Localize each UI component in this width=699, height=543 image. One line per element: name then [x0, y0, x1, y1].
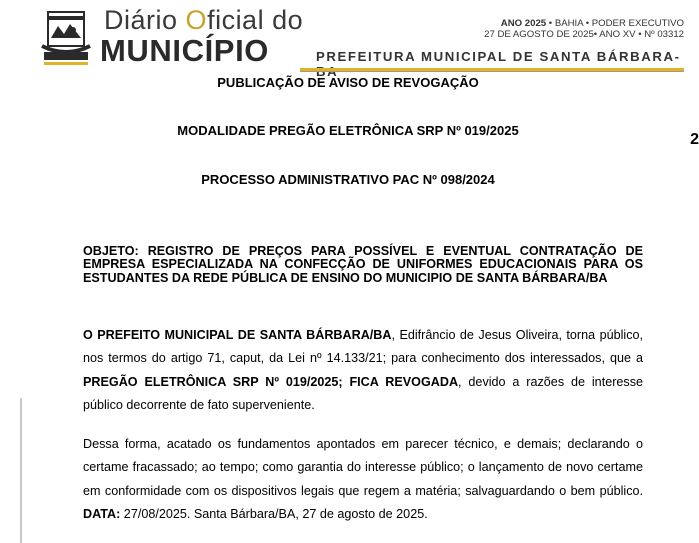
edition-year: ANO 2025: [500, 18, 547, 29]
conclusion-paragraph: [83, 433, 643, 527]
page-edge-mark: 2: [690, 131, 699, 148]
edition-meta: [484, 18, 684, 40]
objeto-paragraph: OBJETO: REGISTRO DE PREÇOS PARA POSSÍVEL E EVENTUAL CONTRATAÇÃO DE EMPRESA ESPECIALIZADA NA CONFECÇÃO DE UNIFORMES EDUCACIONAIS PARA OS ESTUDANTES DA REDE PÚBLICA DE ENSINO DO MUNICIPIO DE SANTA BÁRBARA/BA: [83, 244, 643, 285]
brand-municipio: MUNICÍPIO: [100, 33, 270, 68]
date-label: DATA:: [83, 507, 121, 522]
brand-accent-o: O: [185, 5, 208, 35]
revocation-paragraph: [83, 324, 643, 418]
date-place: 27/08/2025. Santa Bárbara/BA, 27 de agosto de 2025.: [120, 507, 428, 522]
municipal-crest-icon: [38, 8, 94, 68]
processo-line: PROCESSO ADMINISTRATIVO PAC Nº 098/2024: [201, 172, 495, 187]
brand-word-ficial-do: ficial do: [207, 5, 304, 35]
header-gray-rule: [300, 71, 684, 72]
brand-diario-oficial: [104, 5, 303, 36]
document-title: PUBLICAÇÃO DE AVISO DE REVOGAÇÃO: [217, 75, 479, 90]
edition-state: • BAHIA • PODER EXECUTIVO: [546, 18, 684, 29]
revocation-text-1: , Edifrâncio de Jesus Oliveira, torna público, nos termos do artigo 71, caput, da Lei nº 14.133/21; para conhecimento dos interessados, que a: [83, 328, 643, 366]
modalidade-line: MODALIDADE PREGÃO ELETRÔNICA SRP Nº 019/2025: [177, 123, 519, 138]
margin-bar: [20, 398, 22, 543]
revocation-text-2: , devido a razões de interesse público decorrente de fato superveniente.: [83, 374, 643, 413]
brand-word-diario: Diário: [104, 5, 178, 35]
pregao-revogada: PREGÃO ELETRÔNICA SRP Nº 019/2025; FICA REVOGADA: [83, 374, 459, 389]
edition-date: 27 DE AGOSTO DE 2025• ANO XV • Nº 03312: [484, 29, 684, 40]
conclusion-text: Dessa forma, acatado os fundamentos apontados em parecer técnico, e demais; declarando o certame fracassado; ao tempo; como garantia do interesse público; o lançamento de novo certame em conformidade com os dispositivos legais que regem a matéria; salvaguardando o bem público.: [83, 437, 643, 498]
prefeito-name: O PREFEITO MUNICIPAL DE SANTA BÁRBARA/BA: [83, 328, 392, 342]
prefeitura-name: PREFEITURA MUNICIPAL DE SANTA BÁRBARA-: [316, 49, 681, 64]
newspaper-header: [0, 0, 696, 74]
edition-line-1: [484, 18, 684, 29]
